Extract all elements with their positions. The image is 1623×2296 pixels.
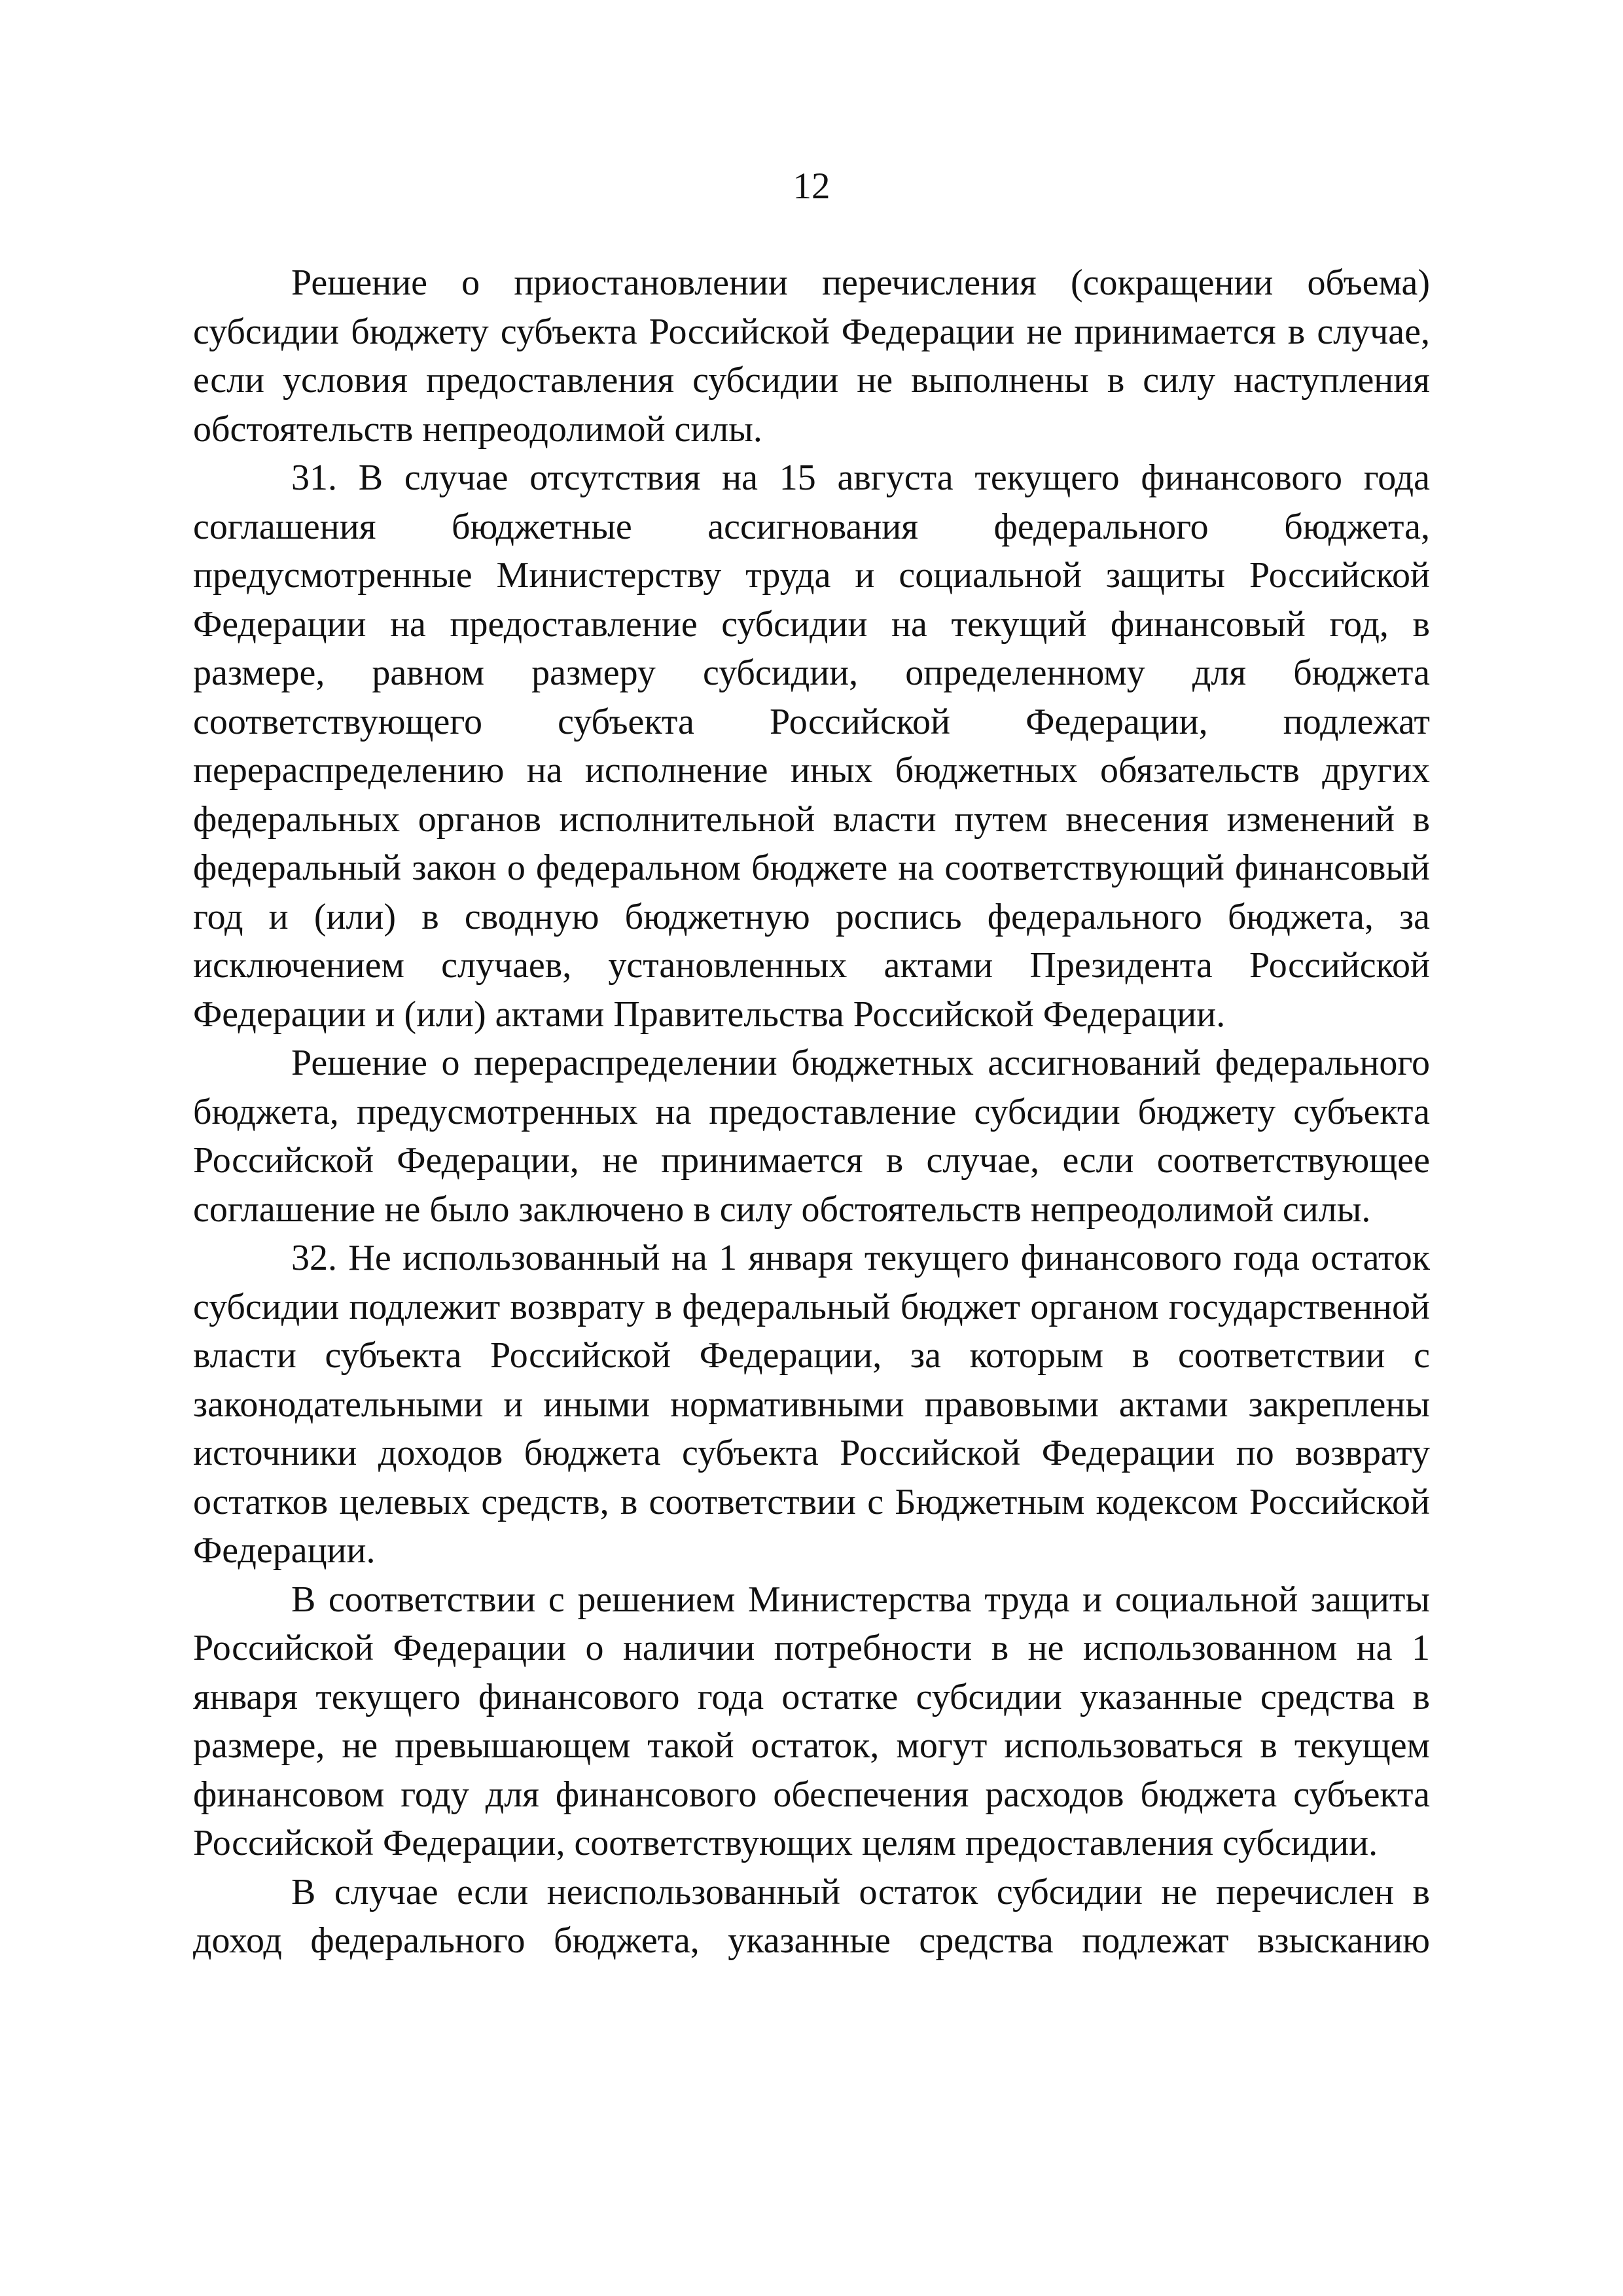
paragraph-redistribution-decision: Решение о перераспределении бюджетных ассигнований федерального бюджета, предусмотренных на предоставление субсидии бюджету субъекта Российской Федерации, не принимается в случае, если соответствующее соглашение не было заключено в силу обстоятельств непреодолимой силы. xyxy=(193,1043,1430,1230)
paragraph-clause-32: 32. Не использованный на 1 января текущего финансового года остаток субсидии подлежит возврату в федеральный бюджет органом государственной власти субъекта Российской Федерации, за которым в соответствии с законодательными и иными нормативными правовыми актами закреплены источники доходов бюджета субъекта Российской Федерации по возврату остатков целевых средств, в соответствии с Бюджетным кодексом Российской Федерации. xyxy=(193,1238,1430,1571)
paragraph-subsidy-suspension-decision: Решение о приостановлении перечисления (сокращении объема) субсидии бюджету субъекта Российской Федерации не принимается в случае, если условия предоставления субсидии не выполнены в силу наступления обстоятельств непреодолимой силы. xyxy=(193,262,1430,450)
page-number: 12 xyxy=(793,166,830,207)
paragraph-clause-31: 31. В случае отсутствия на 15 августа текущего финансового года соглашения бюджетные ассигнования федерального бюджета, предусмотренные Министерству труда и социальной защиты Российской Федерации на предоставление субсидии на текущий финансовый год, в размере, равном размеру субсидии, определенному для бюджета соответствующего субъекта Российской Федерации, подлежат перераспределению на исполнение иных бюджетных обязательств других федеральных органов исполнительной власти путем внесения изменений в федеральный закон о федеральном бюджете на соответствующий финансовый год и (или) в сводную бюджетную роспись федерального бюджета, за исключением случаев, установленных актами Президента Российской Федерации и (или) актами Правительства Российской Федерации. xyxy=(193,457,1430,1035)
document-body xyxy=(193,259,1430,1965)
paragraph-recovery: В случае если неиспользованный остаток субсидии не перечислен в доход федерального бюджета, указанные средства подлежат взысканию xyxy=(193,1871,1430,1961)
paragraph-remainder-usage: В соответствии с решением Министерства труда и социальной защиты Российской Федерации о наличии потребности в не использованном на 1 января текущего финансового года остатке субсидии указанные средства в размере, не превышающем такой остаток, могут использоваться в текущем финансовом году для финансового обеспечения расходов бюджета субъекта Российской Федерации, соответствующих целям предоставления субсидии. xyxy=(193,1579,1430,1863)
